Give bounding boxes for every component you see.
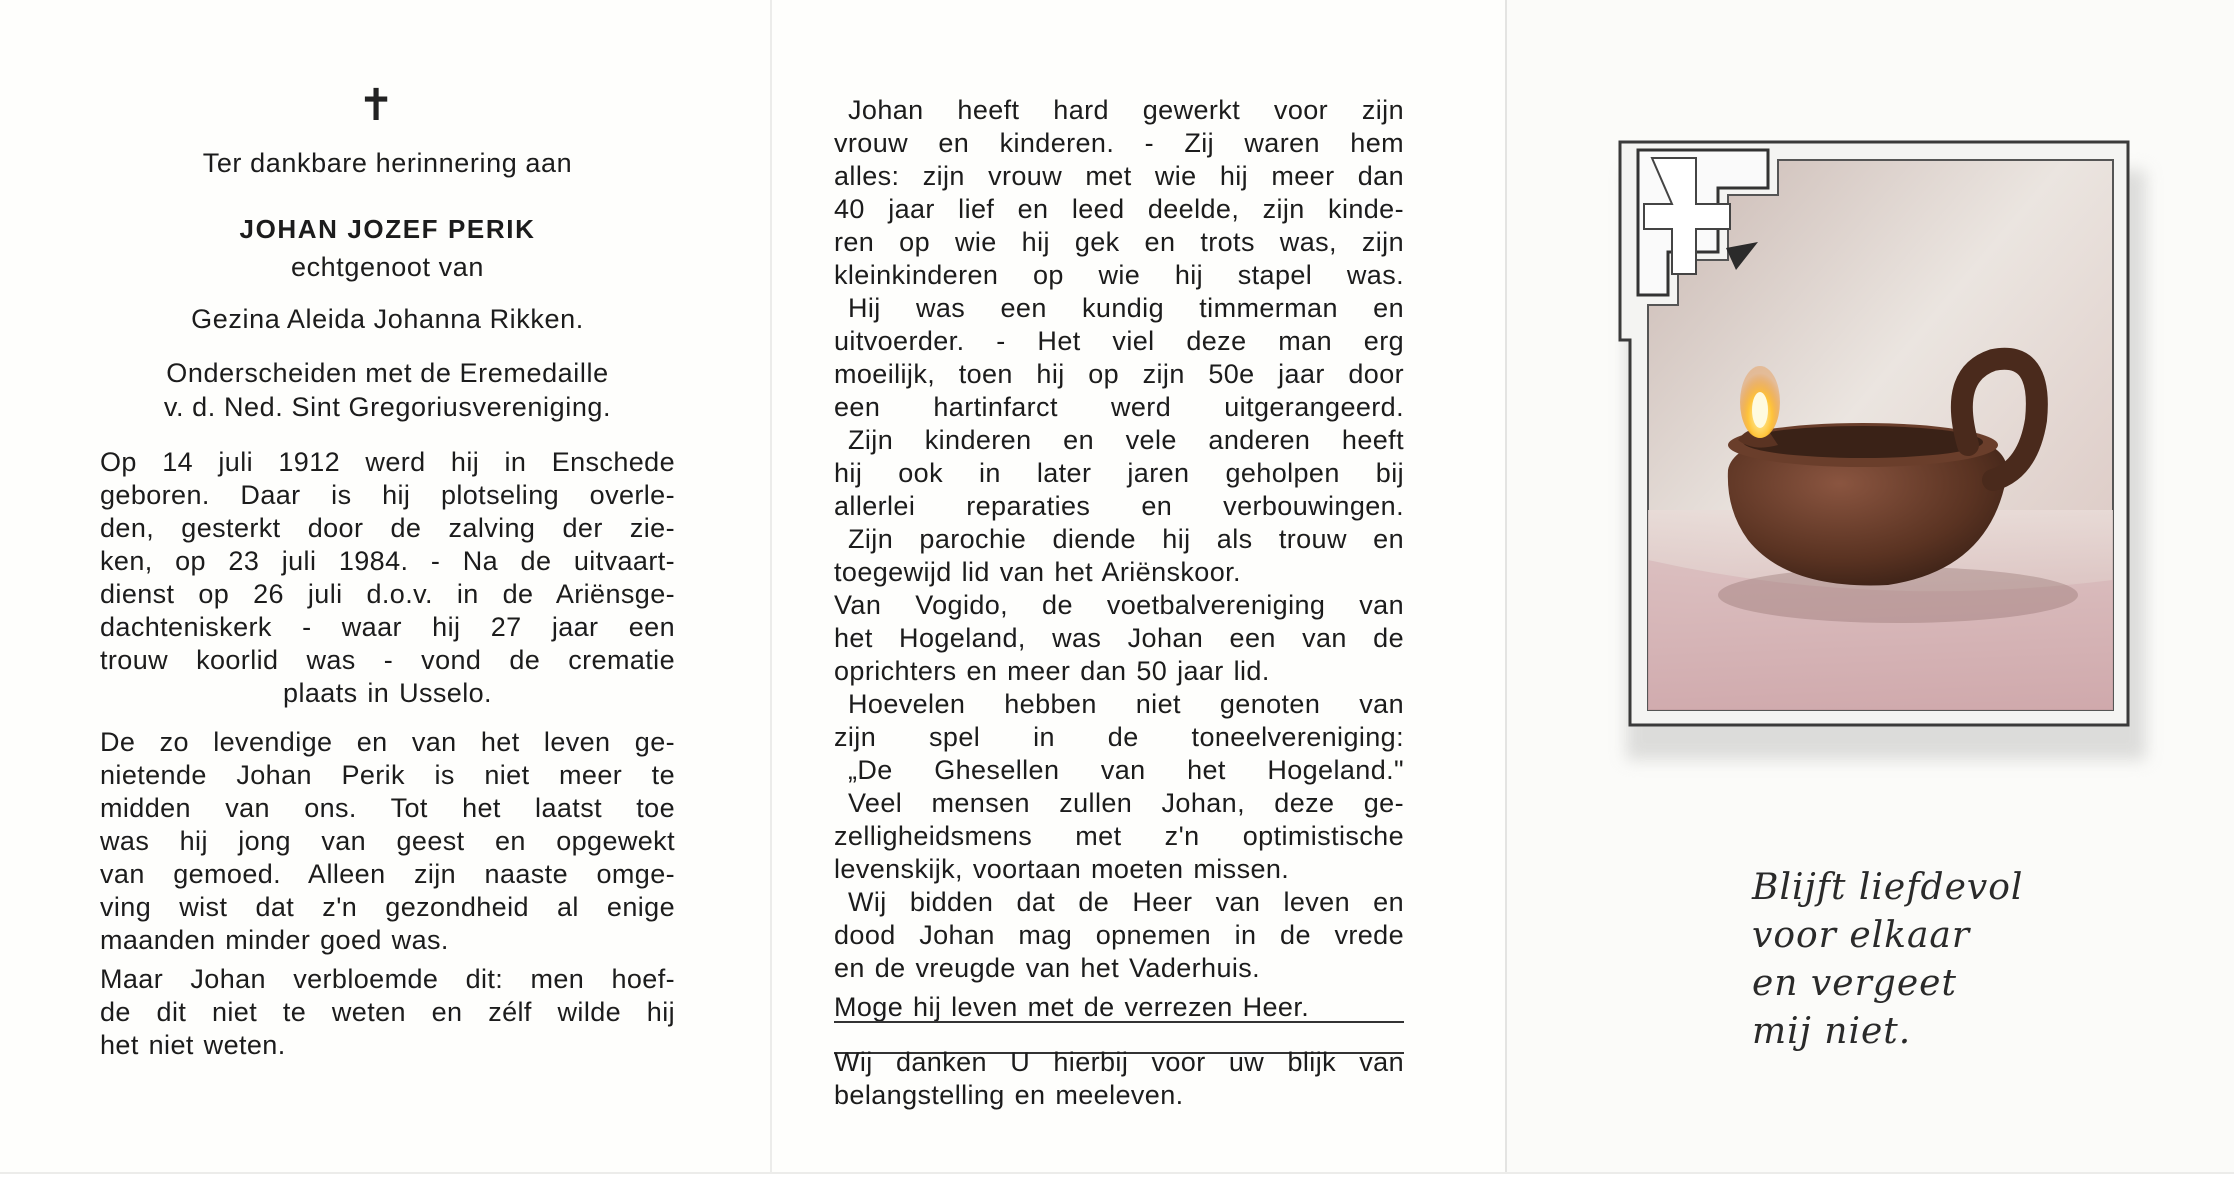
oil-lamp-picture xyxy=(1618,140,2128,725)
text-line: ving wist dat z'n gezondheid al enige xyxy=(100,892,675,922)
text-line: vrouw en kinderen. - Zij waren hem xyxy=(834,128,1404,158)
spouse-label: echtgenoot van xyxy=(290,252,485,282)
text-line: oprichters en meer dan 50 jaar lid. xyxy=(834,656,1270,686)
text-line: 40 jaar lief en leed deelde, zijn kinde- xyxy=(834,194,1404,224)
text-line: levenskijk, voortaan moeten missen. xyxy=(834,854,1290,884)
quote-line: Blijft liefdevol xyxy=(1752,867,2024,908)
quote-text xyxy=(1752,864,2023,1056)
text-line: zijn spel in de toneelvereniging: xyxy=(834,722,1404,752)
text-line: kleinkinderen op wie hij stapel was. xyxy=(834,260,1404,290)
text-line: Hij was een kundig timmerman en xyxy=(848,293,1404,323)
text-line: dachteniskerk - waar hij 27 jaar een xyxy=(100,612,675,642)
text-line: hij ook in later jaren geholpen bij xyxy=(834,458,1404,488)
text-line: Veel mensen zullen Johan, deze ge- xyxy=(848,788,1404,818)
text-line: een hartinfarct werd uitgerangeerd. xyxy=(834,392,1404,422)
text-line: ren op wie hij gek en trots was, zijn xyxy=(834,227,1404,257)
text-line: dienst op 26 juli d.o.v. in de Ariënsge- xyxy=(100,579,675,609)
text-line: Zijn kinderen en vele anderen heeft xyxy=(848,425,1404,455)
text-line: de dit niet te weten en zélf wilde hij xyxy=(100,997,675,1027)
text-line: Hoevelen hebben niet genoten van xyxy=(848,689,1404,719)
text-line: Wij bidden dat de Heer van leven en xyxy=(848,887,1404,917)
text-line: allerlei reparaties en verbouwingen. xyxy=(834,491,1404,521)
text-line: De zo levendige en van het leven ge- xyxy=(100,727,675,757)
life-story-text xyxy=(834,94,1404,985)
text-line: uitvoerder. - Het viel deze man erg xyxy=(834,326,1404,356)
text-line: Maar Johan verbloemde dit: men hoef- xyxy=(100,964,675,994)
text-line: trouw koorlid was - vond de crematie xyxy=(100,645,675,675)
text-line: „De Ghesellen van het Hogeland." xyxy=(848,755,1404,785)
text-line: moeilijk, toen hij op zijn 50e jaar door xyxy=(834,359,1404,389)
text-line: Van Vogido, de voetbalvereniging van xyxy=(834,590,1404,620)
deceased-name: JOHAN JOZEF PERIK xyxy=(239,214,536,244)
honour-line-1: Onderscheiden met de Eremedaille xyxy=(166,358,609,388)
paragraph-birth-death xyxy=(100,446,675,710)
paragraph-character xyxy=(100,726,675,957)
card-bottom-edge xyxy=(0,1172,2234,1202)
text-line: Johan heeft hard gewerkt voor zijn xyxy=(848,95,1404,125)
text-line: zelligheidsmens met z'n optimistische xyxy=(834,821,1404,851)
text-line: alles: zijn vrouw met wie hij meer dan xyxy=(834,161,1404,191)
text-line: midden van ons. Tot het laatst toe xyxy=(100,793,675,823)
text-line: dood Johan mag opnemen in de vrede xyxy=(834,920,1404,950)
text-line: plaats in Usselo. xyxy=(283,678,492,708)
text-line: was hij jong van geest en opgewekt xyxy=(100,826,675,856)
spouse-name: Gezina Aleida Johanna Rikken. xyxy=(191,304,584,334)
oil-lamp-icon xyxy=(1618,140,2138,740)
honour-line-2: v. d. Ned. Sint Gregoriusvereniging. xyxy=(163,392,612,422)
text-line: Op 14 juli 1912 werd hij in Enschede xyxy=(100,447,675,477)
quote-line: en vergeet xyxy=(1752,963,1957,1004)
text-line: het niet weten. xyxy=(100,1030,286,1060)
quote-line: mij niet. xyxy=(1752,1011,1912,1052)
quote-line: voor elkaar xyxy=(1752,915,1971,956)
text-line: den, gesterkt door de zalving der zie- xyxy=(100,513,675,543)
text-line: geboren. Daar is hij plotseling overle- xyxy=(100,480,675,510)
text-line: en de vreugde van het Vaderhuis. xyxy=(834,953,1261,983)
closing-prayer xyxy=(834,991,1404,1024)
thanks-text xyxy=(834,1046,1404,1112)
text-line: ken, op 23 juli 1984. - Na de uitvaart- xyxy=(100,546,675,576)
text-line: toegewijd lid van het Ariënskoor. xyxy=(834,557,1241,587)
text-line: belangstelling en meeleven. xyxy=(834,1080,1184,1110)
text-line: Wij danken U hierbij voor uw blijk van xyxy=(834,1047,1404,1077)
text-line: maanden minder goed was. xyxy=(100,925,449,955)
text-line: van gemoed. Alleen zijn naaste omge- xyxy=(100,859,675,889)
text-line: Moge hij leven met de verrezen Heer. xyxy=(834,992,1310,1022)
text-line: het Hogeland, was Johan een van de xyxy=(834,623,1404,653)
divider xyxy=(834,1021,1404,1023)
text-line: Zijn parochie diende hij als trouw en xyxy=(848,524,1404,554)
intro-line: Ter dankbare herinnering aan xyxy=(202,148,573,178)
text-line: nietende Johan Perik is niet meer te xyxy=(100,760,675,790)
cross-icon: ✝ xyxy=(357,80,395,131)
paragraph-concealment xyxy=(100,963,675,1062)
